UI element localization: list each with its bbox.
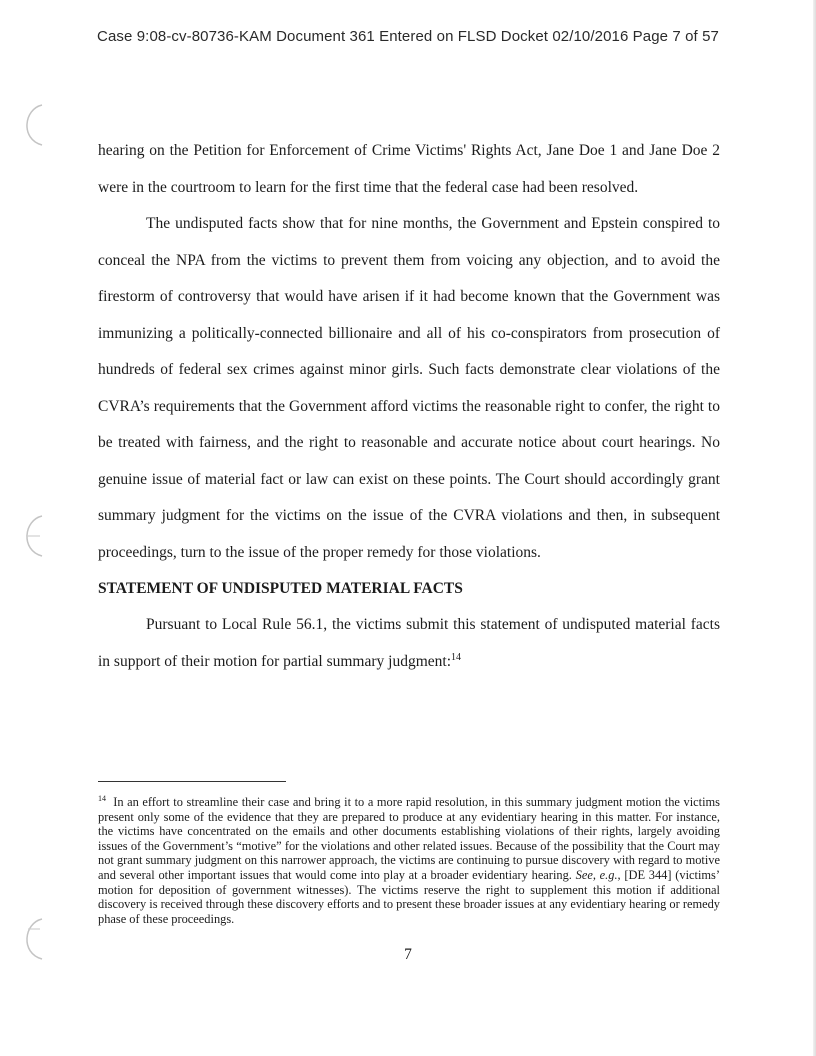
footnote-separator — [98, 781, 286, 782]
paragraph-continued: hearing on the Petition for Enforcement of Crime Victims' Rights Act, Jane Doe 1 and Jane Doe 2 were in the courtroom to learn for the first time that the federal case had been resolved. — [98, 142, 720, 196]
footnote-text-continued: [DE 344] (victims’ motion for deposition of government witnesses). The victims reserve the right to supplement this motion if additional discovery is received through these discovery efforts and to present these broader issues at any evidentiary hearing or remedy phase of these proceedings. — [98, 867, 720, 926]
section-heading: STATEMENT OF UNDISPUTED MATERIAL FACTS — [98, 580, 463, 597]
punch-hole-mark — [16, 103, 46, 147]
page-number: 7 — [404, 946, 412, 963]
citation-signal: See, e.g., — [575, 867, 621, 882]
footnote-14 — [98, 795, 720, 926]
docket-header: Case 9:08-cv-80736-KAM Document 361 Entered on FLSD Docket 02/10/2016 Page 7 of 57 — [97, 28, 719, 45]
punch-hole-mark — [16, 514, 46, 558]
paragraph-undisputed-facts: The undisputed facts show that for nine months, the Government and Epstein conspired to conceal the NPA from the victims to prevent them from voicing any objection, and to avoid the firestorm of controversy that would have arisen if it had become known that the Government was immunizing a politically-connected billionaire and all of his co-conspirators from prosecution of hundreds of federal sex crimes against minor girls. Such facts demonstrate clear violations of the CVRA’s requirements that the Government afford victims the reasonable right to confer, the right to be treated with fairness, and the right to reasonable and accurate notice about court hearings. No genuine issue of material fact or law can exist on these points. The Court should accordingly grant summary judgment for the victims on the issue of the CVRA violations and then, in subsequent proceedings, turn to the issue of the proper remedy for those violations. — [98, 215, 720, 561]
footnote-reference[interactable]: 14 — [451, 651, 461, 663]
body-text — [98, 133, 720, 680]
footnote-number: 14 — [98, 793, 106, 803]
paragraph-local-rule-text: Pursuant to Local Rule 56.1, the victims submit this statement of undisputed material facts in support of their motion for partial summary judgment: — [98, 616, 720, 670]
footnote-text: In an effort to streamline their case and bring it to a more rapid resolution, in this summary judgment motion the victims present only some of the evidence that they are prepared to produce at any evidentiary hearing in this matter. For instance, the victims have concentrated on the emails and other documents establishing violations of their rights, largely avoiding issues of the Government’s “motive” for the violations and other related issues. Because of the possibility that the Court may not grant summary judgment on this narrower approach, the victims are continuing to pursue discovery with regard to motive and several other important issues that would come into play at a broader evidentiary hearing. — [98, 795, 720, 882]
paragraph-local-rule — [98, 607, 720, 680]
